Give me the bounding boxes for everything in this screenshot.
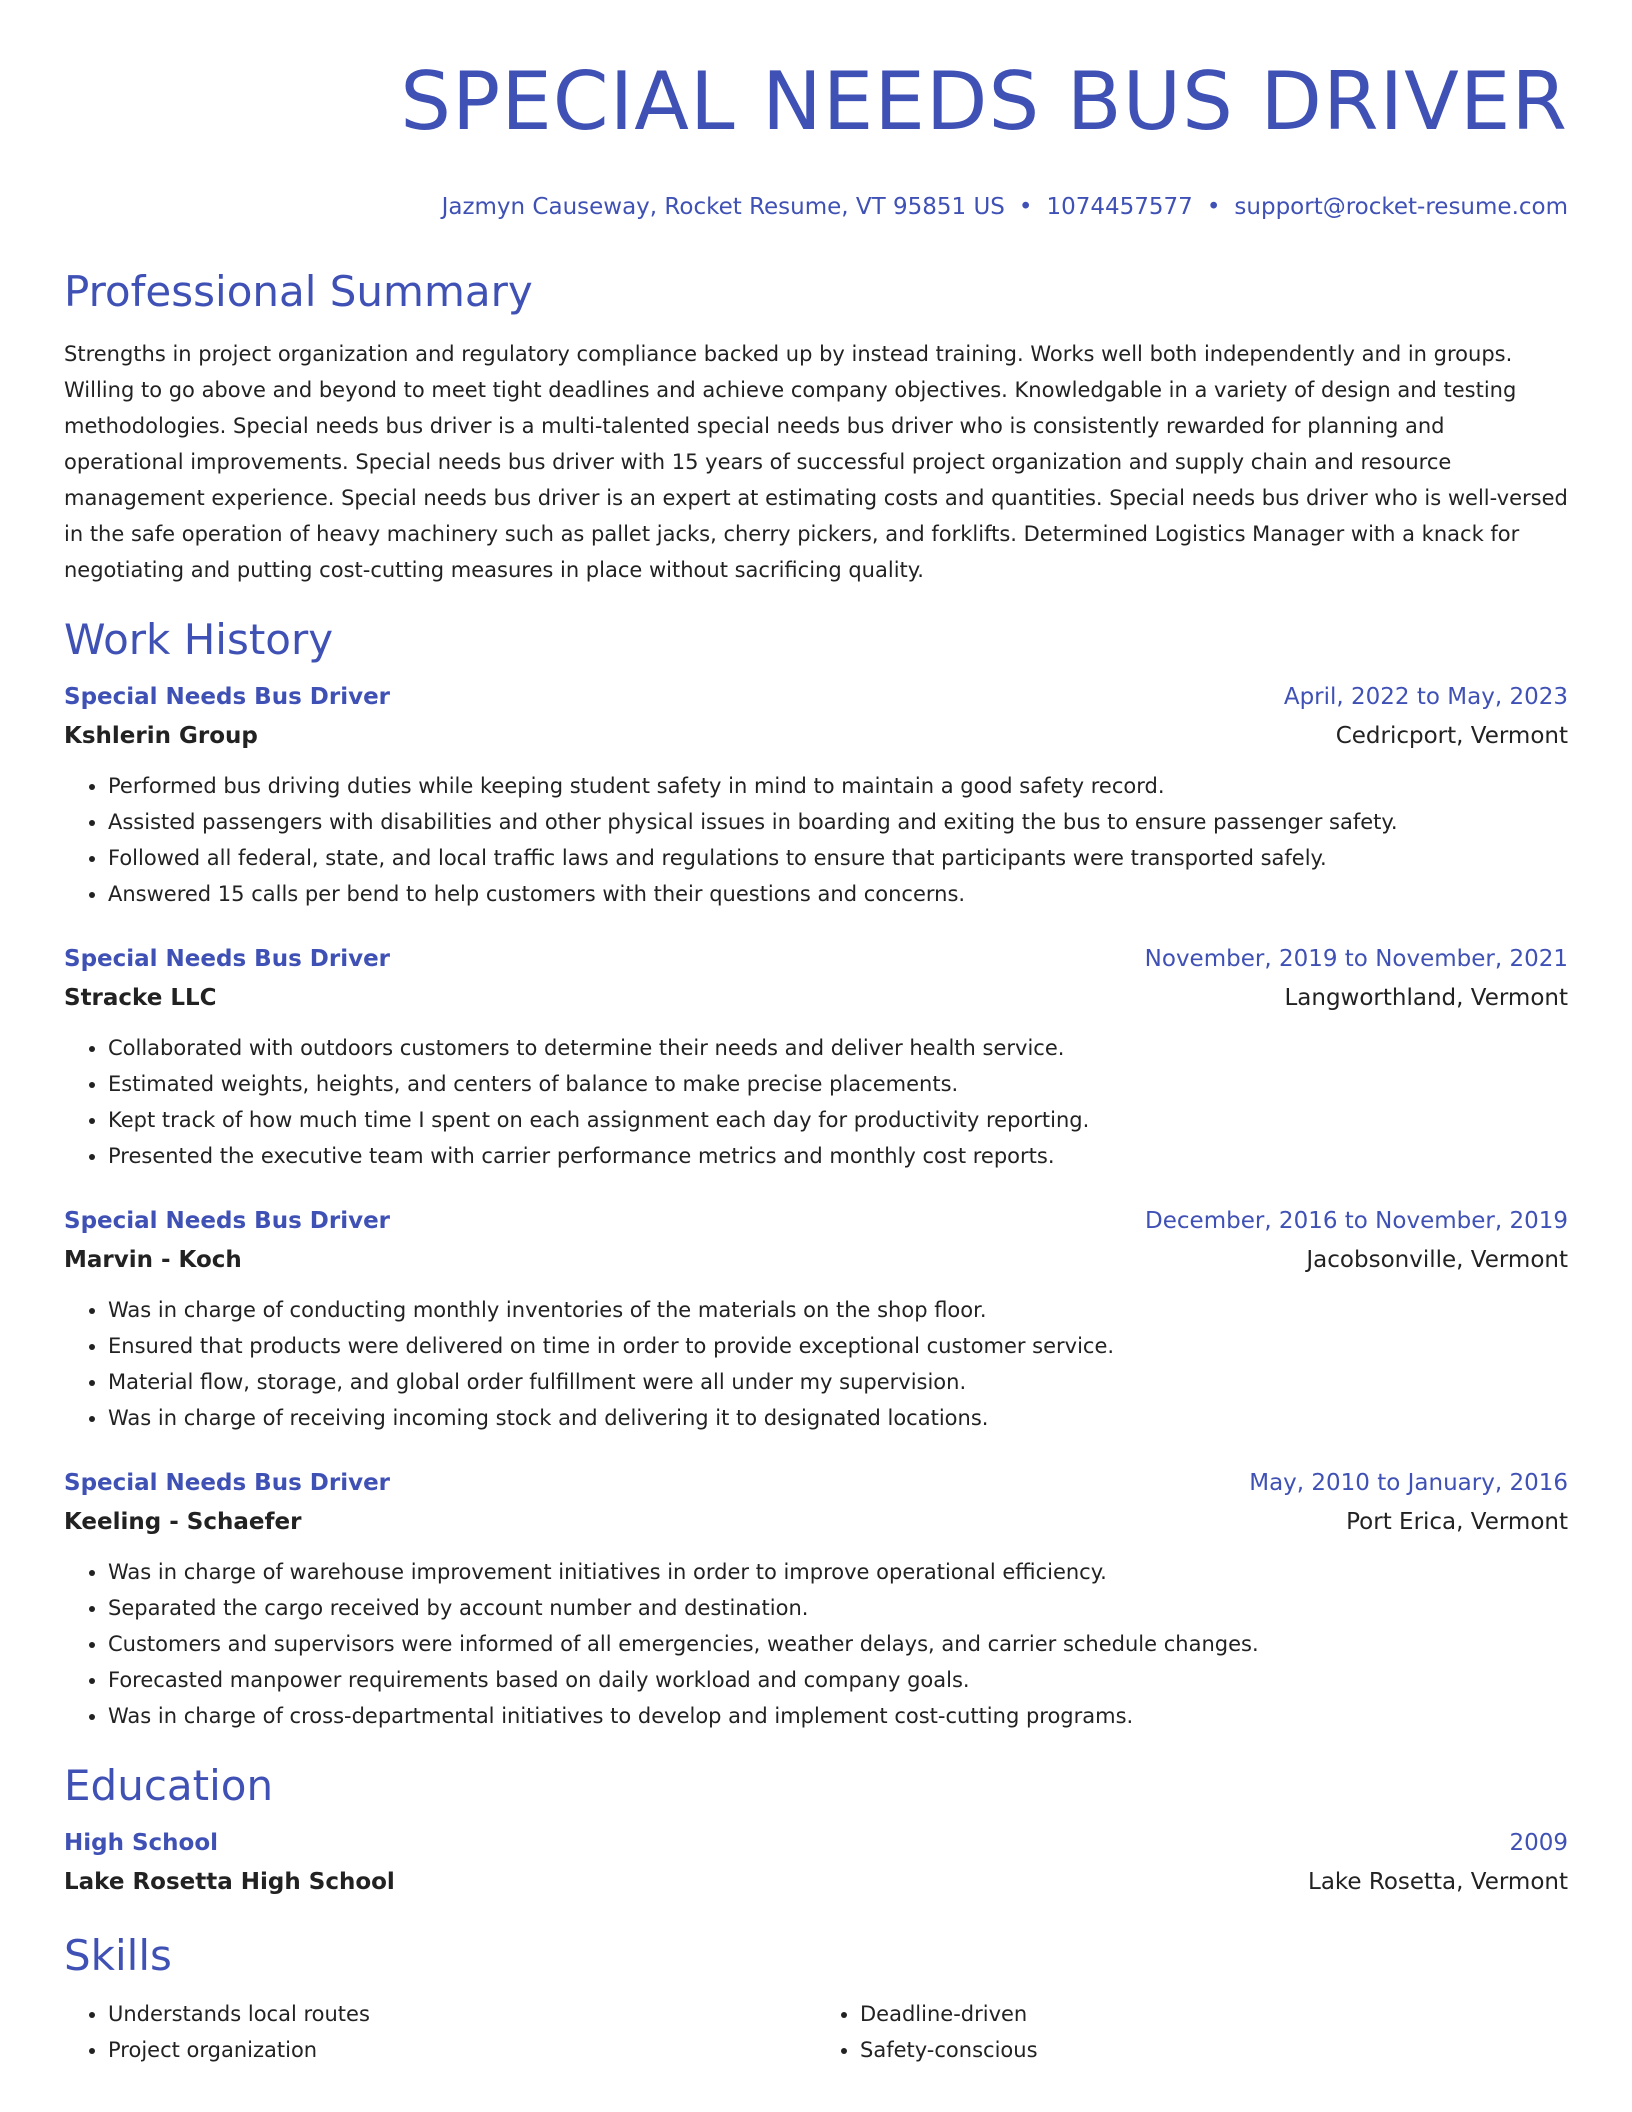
education-entry bbox=[64, 1824, 1568, 1902]
job-bullet: • Performed bus driving duties while keeping student safety in mind to maintain a good safety record. bbox=[108, 768, 1568, 804]
job-bullet: • Collaborated with outdoors customers to determine their needs and deliver health service. bbox=[108, 1030, 1568, 1066]
job-entry bbox=[64, 1202, 1568, 1436]
job-dates: November, 2019 to November, 2021 bbox=[1144, 946, 1568, 972]
job-bullet: • Was in charge of receiving incoming stock and delivering it to designated locations. bbox=[108, 1400, 1568, 1436]
job-bullets bbox=[64, 1554, 1568, 1734]
education-heading: Education bbox=[64, 1761, 274, 1810]
contact-email: support@rocket-resume.com bbox=[1234, 194, 1568, 220]
job-company: Keeling - Schaefer bbox=[64, 1509, 302, 1535]
job-bullet: • Separated the cargo received by account number and destination. bbox=[108, 1590, 1568, 1626]
contact-line bbox=[64, 192, 1568, 222]
job-bullet: • Kept track of how much time I spent on each assignment each day for productivity reporting. bbox=[108, 1102, 1568, 1138]
skills-heading: Skills bbox=[64, 1931, 172, 1980]
education-school: Lake Rosetta High School bbox=[64, 1869, 395, 1895]
job-bullets bbox=[64, 1030, 1568, 1174]
job-company: Marvin - Koch bbox=[64, 1247, 242, 1273]
job-dates: December, 2016 to November, 2019 bbox=[1145, 1208, 1568, 1234]
job-location: Cedricport, Vermont bbox=[1335, 723, 1568, 749]
job-bullet: • Followed all federal, state, and local traffic laws and regulations to ensure that participants were transported safely. bbox=[108, 840, 1568, 876]
job-role: Special Needs Bus Driver bbox=[64, 1208, 391, 1234]
job-bullet: • Material flow, storage, and global order fulfillment were all under my supervision. bbox=[108, 1364, 1568, 1400]
job-bullets bbox=[64, 768, 1568, 912]
job-bullet: • Was in charge of cross-departmental initiatives to develop and implement cost-cutting programs. bbox=[108, 1698, 1568, 1734]
summary-text: Strengths in project organization and regulatory compliance backed up by instead training. Works well both independently and in groups. Willing to go above and beyond to meet tight deadlines and achieve company objectives. Knowledgable in a variety of design and testing methodologies. Special needs bus driver is a multi-talented special needs bus driver who is consistently rewarded for planning and operational improvements. Special needs bus driver with 15 years of successful project organization and supply chain and resource management experience. Special needs bus driver is an expert at estimating costs and quantities. Special needs bus driver who is well-versed in the safe operation of heavy machinery such as pallet jacks, cherry pickers, and forklifts. Determined Logistics Manager with a knack for negotiating and putting cost-cutting measures in place without sacrificing quality. bbox=[64, 342, 1568, 582]
skill-item: • Deadline-driven bbox=[860, 1996, 1568, 2032]
job-bullet: • Customers and supervisors were informed of all emergencies, weather delays, and carrier schedule changes. bbox=[108, 1626, 1568, 1662]
skill-item: • Safety-conscious bbox=[860, 2032, 1568, 2068]
job-dates: April, 2022 to May, 2023 bbox=[1283, 684, 1568, 710]
job-bullet: • Was in charge of conducting monthly inventories of the materials on the shop floor. bbox=[108, 1292, 1568, 1328]
job-entry bbox=[64, 940, 1568, 1174]
job-bullet: • Forecasted manpower requirements based on daily workload and company goals. bbox=[108, 1662, 1568, 1698]
job-company: Stracke LLC bbox=[64, 985, 217, 1011]
job-bullet: • Ensured that products were delivered on time in order to provide exceptional customer service. bbox=[108, 1328, 1568, 1364]
job-role: Special Needs Bus Driver bbox=[64, 684, 391, 710]
skills-list bbox=[64, 1996, 1568, 2068]
summary-heading: Professional Summary bbox=[64, 267, 533, 316]
resume-title: SPECIAL NEEDS BUS DRIVER bbox=[400, 55, 1568, 148]
job-dates: May, 2010 to January, 2016 bbox=[1249, 1470, 1568, 1496]
skills-column-right bbox=[816, 1996, 1568, 2068]
education-year: 2009 bbox=[1509, 1830, 1568, 1856]
education-degree: High School bbox=[64, 1830, 219, 1856]
job-bullet: • Estimated weights, heights, and centers of balance to make precise placements. bbox=[108, 1066, 1568, 1102]
separator-dot: • bbox=[1018, 194, 1033, 220]
work-history-heading: Work History bbox=[64, 615, 334, 664]
education-location: Lake Rosetta, Vermont bbox=[1308, 1869, 1568, 1895]
skill-item: • Understands local routes bbox=[108, 1996, 816, 2032]
skills-column-left bbox=[64, 1996, 816, 2068]
resume-page bbox=[64, 54, 1568, 2068]
job-bullet: • Presented the executive team with carrier performance metrics and monthly cost reports. bbox=[108, 1138, 1568, 1174]
job-entry bbox=[64, 1464, 1568, 1734]
job-location: Langworthland, Vermont bbox=[1284, 985, 1568, 1011]
job-company: Kshlerin Group bbox=[64, 723, 258, 749]
skill-item: • Project organization bbox=[108, 2032, 816, 2068]
separator-dot: • bbox=[1206, 194, 1221, 220]
job-location: Port Erica, Vermont bbox=[1346, 1509, 1568, 1535]
job-bullet: • Answered 15 calls per bend to help customers with their questions and concerns. bbox=[108, 876, 1568, 912]
job-bullet: • Assisted passengers with disabilities and other physical issues in boarding and exiting the bus to ensure passenger safety. bbox=[108, 804, 1568, 840]
job-bullets bbox=[64, 1292, 1568, 1436]
contact-address: Jazmyn Causeway, Rocket Resume, VT 95851 US bbox=[441, 194, 1005, 220]
job-role: Special Needs Bus Driver bbox=[64, 946, 391, 972]
job-location: Jacobsonville, Vermont bbox=[1306, 1247, 1568, 1273]
job-role: Special Needs Bus Driver bbox=[64, 1470, 391, 1496]
job-entry bbox=[64, 678, 1568, 912]
contact-phone: 1074457577 bbox=[1046, 194, 1193, 220]
job-bullet: • Was in charge of warehouse improvement initiatives in order to improve operational efficiency. bbox=[108, 1554, 1568, 1590]
